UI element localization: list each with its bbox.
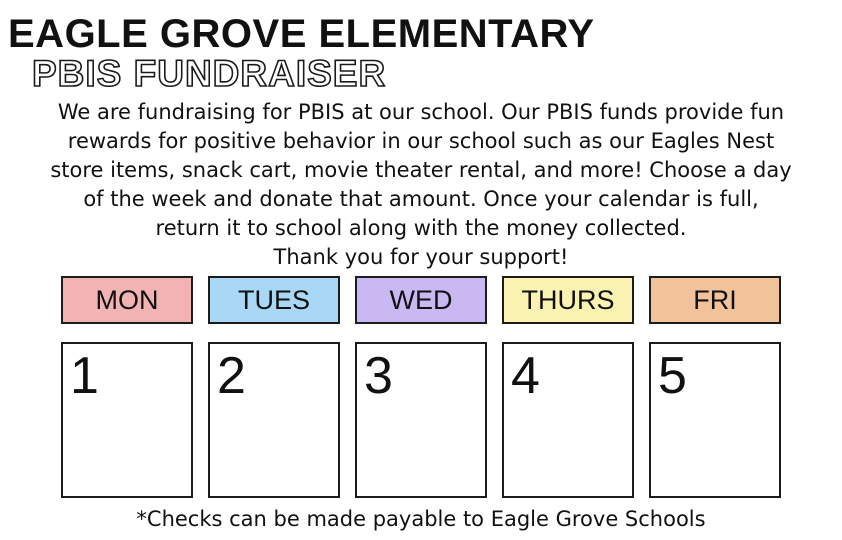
intro-paragraph [4, 98, 838, 272]
day-number: 5 [658, 347, 687, 405]
donation-box-fri [649, 342, 781, 498]
page-title: EAGLE GROVE ELEMENTARY [8, 12, 595, 56]
donation-box-mon [61, 342, 193, 498]
intro-line: Thank you for your support! [273, 245, 569, 269]
day-header-fri: FRI [649, 276, 781, 324]
day-number: 4 [511, 347, 540, 405]
day-column-tues [208, 276, 340, 498]
checks-footnote: *Checks can be made payable to Eagle Grove Schools [136, 507, 706, 531]
intro-line: We are fundraising for PBIS at our school. Our PBIS funds provide fun [57, 100, 785, 124]
day-column-thurs [502, 276, 634, 498]
day-header-mon: MON [61, 276, 193, 324]
day-number: 3 [364, 347, 393, 405]
day-column-fri [649, 276, 781, 498]
intro-line: rewards for positive behavior in our school such as our Eagles Nest [67, 129, 775, 153]
donation-box-wed [355, 342, 487, 498]
day-number: 1 [70, 347, 99, 405]
donation-box-tues [208, 342, 340, 498]
intro-line: of the week and donate that amount. Once your calendar is full, [83, 187, 759, 211]
day-column-mon [61, 276, 193, 498]
donation-box-thurs [502, 342, 634, 498]
day-column-wed [355, 276, 487, 498]
intro-line: store items, snack cart, movie theater rental, and more! Choose a day [50, 158, 792, 182]
day-number: 2 [217, 347, 246, 405]
day-header-thurs: THURS [502, 276, 634, 324]
day-header-tues: TUES [208, 276, 340, 324]
fundraiser-subtitle: PBIS FUNDRAISER [32, 53, 387, 94]
intro-line: return it to school along with the money collected. [155, 216, 687, 240]
day-header-wed: WED [355, 276, 487, 324]
